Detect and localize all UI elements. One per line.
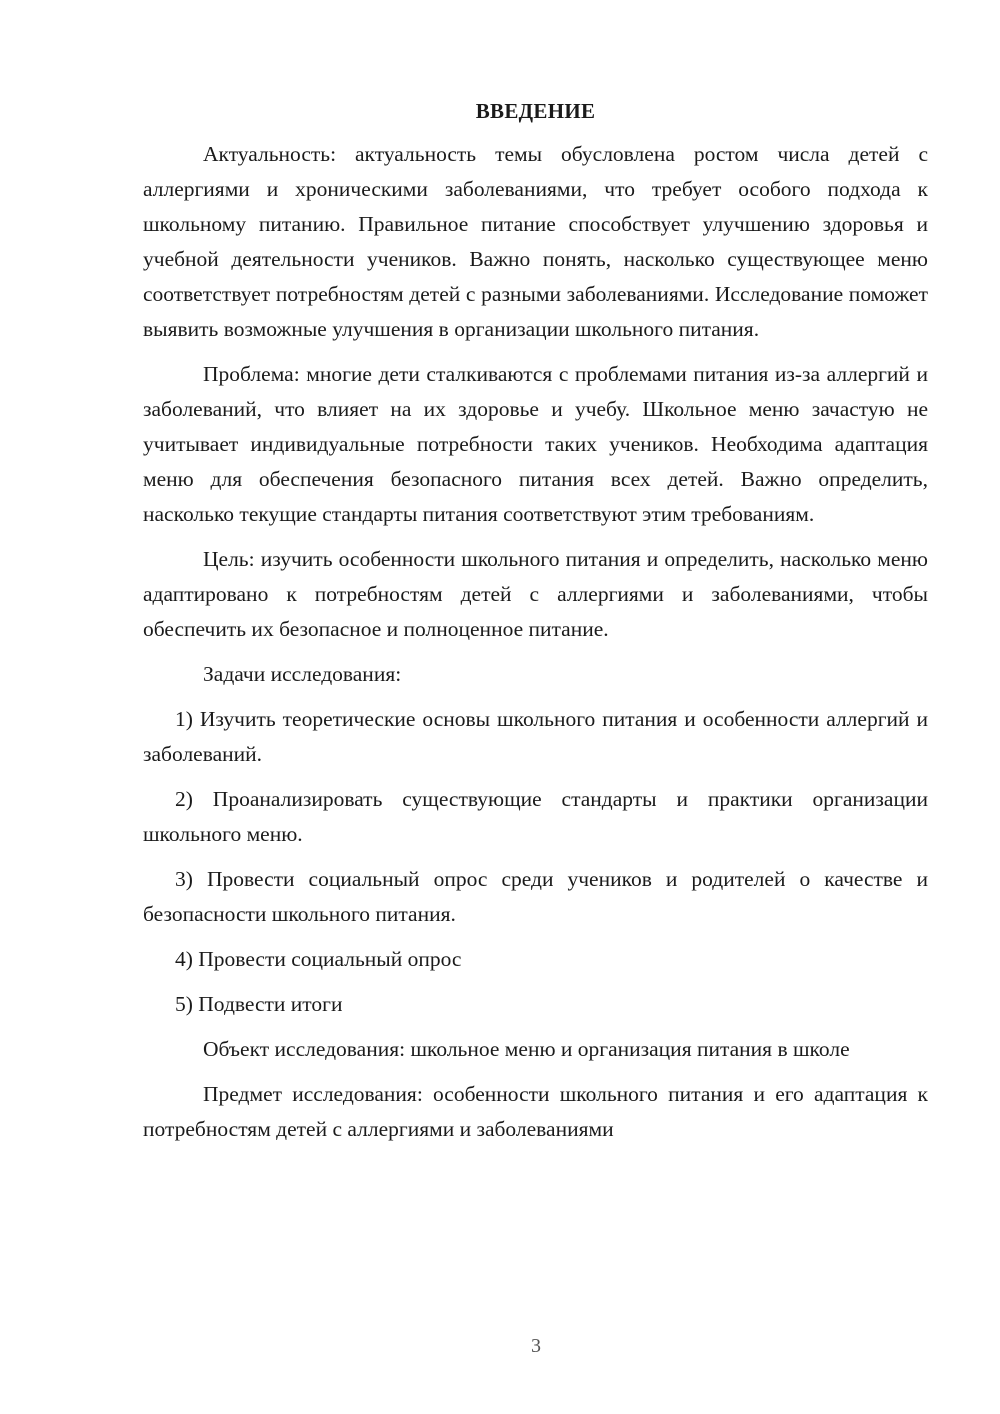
task-item-2: 2) Проанализировать существующие стандарты и практики организации школьного меню. — [143, 787, 928, 846]
relevance-paragraph: Актуальность: актуальность темы обусловлена ростом числа детей с аллергиями и хроническими заболеваниями, что требует особого подхода к школьному питанию. Правильное питание способствует улучшению здоровья и учебной деятельности учеников. Важно понять, насколько существующее меню соответствует потребностям детей с разными заболеваниями. Исследование поможет выявить возможные улучшения в организации школьного питания. — [143, 142, 928, 341]
section-title: ВВЕДЕНИЕ — [475, 99, 596, 123]
task-item-1: 1) Изучить теоретические основы школьного питания и особенности аллергий и заболеваний. — [143, 707, 928, 766]
subject-paragraph: Предмет исследования: особенности школьного питания и его адаптация к потребностям детей с аллергиями и заболеваниями — [143, 1082, 928, 1141]
problem-paragraph: Проблема: многие дети сталкиваются с проблемами питания из-за аллергий и заболеваний, что влияет на их здоровье и учебу. Школьное меню зачастую не учитывает индивидуальные потребности таких учеников. Необходима адаптация меню для обеспечения безопасного питания всех детей. Важно определить, насколько текущие стандарты питания соответствуют этим требованиям. — [143, 362, 928, 526]
task-item-4: 4) Провести социальный опрос — [175, 947, 462, 971]
page-content — [143, 96, 928, 1157]
task-item-5: 5) Подвести итоги — [175, 992, 343, 1016]
tasks-heading: Задачи исследования: — [203, 662, 402, 686]
page-number: 3 — [531, 1335, 541, 1357]
task-item-3: 3) Провести социальный опрос среди учеников и родителей о качестве и безопасности школьного питания. — [143, 867, 928, 926]
goal-paragraph: Цель: изучить особенности школьного питания и определить, насколько меню адаптировано к потребностям детей с аллергиями и заболеваниями, чтобы обеспечить их безопасное и полноценное питание. — [143, 547, 928, 641]
object-paragraph: Объект исследования: школьное меню и организация питания в школе — [203, 1037, 850, 1061]
